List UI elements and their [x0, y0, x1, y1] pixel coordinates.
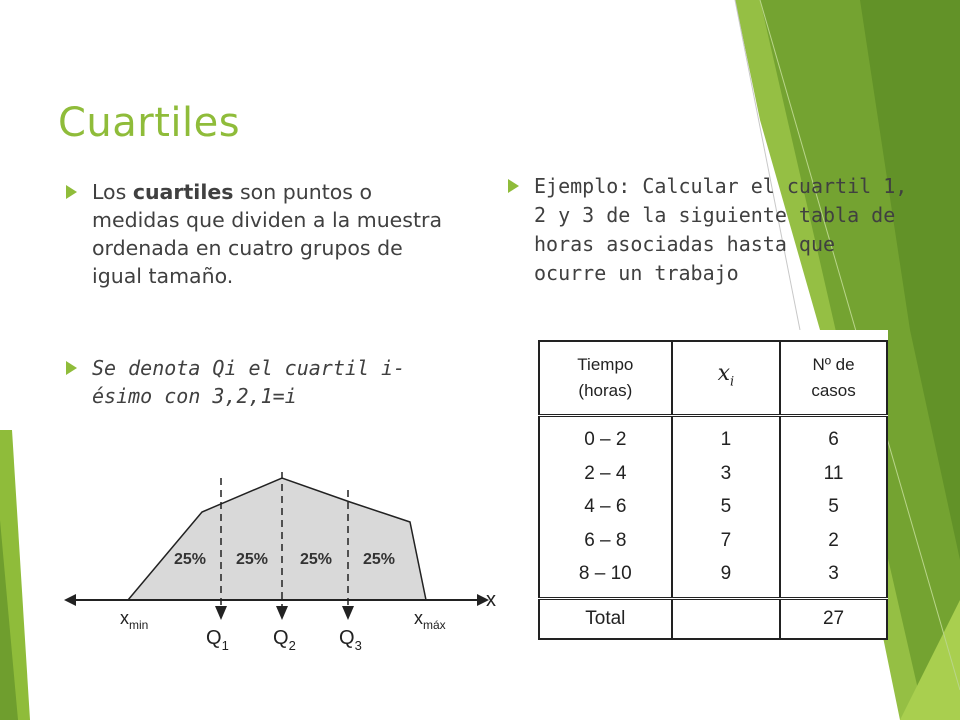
- total-value: 27: [780, 598, 887, 639]
- header-tiempo-line2: (horas): [578, 381, 633, 400]
- distribution-area: [128, 478, 426, 600]
- bullet-text: Se denota Qi el cuartil i-ésimo con 3,2,1=i: [92, 356, 406, 408]
- q1-label: $Q_1$: [206, 627, 229, 653]
- column-xi: [672, 416, 780, 599]
- bullet-example: [534, 172, 914, 288]
- header-xi: [672, 341, 780, 416]
- table-cell: 4 – 6: [584, 496, 627, 517]
- table-cell: 6: [828, 429, 839, 450]
- bullet-text-pre: Los: [92, 180, 133, 204]
- header-casos-line1: Nº de: [812, 355, 855, 374]
- axis-left-arrow-icon: [64, 594, 76, 606]
- bullet-arrow-icon: [66, 185, 77, 199]
- percent-label-2: 25%: [236, 551, 269, 568]
- total-empty-cell: [672, 598, 780, 639]
- header-tiempo-line1: Tiempo: [577, 355, 634, 374]
- table-data-rows: [539, 416, 887, 599]
- q3-arrow-icon: [342, 606, 354, 620]
- x-min-label: $x_{min}$: [120, 608, 149, 632]
- frequency-table-box: [526, 330, 888, 638]
- bullet-arrow-icon: [508, 179, 519, 193]
- bullet-notation: [92, 354, 452, 410]
- axis-label-x: x: [486, 589, 496, 611]
- q3-label: $Q_3$: [339, 627, 362, 653]
- column-tiempo: [539, 416, 672, 599]
- table-cell: 2: [828, 529, 839, 551]
- table-cell: 9: [720, 563, 732, 584]
- bullet-arrow-icon: [66, 361, 77, 375]
- table-cell: 5: [720, 496, 732, 517]
- percent-label-3: 25%: [300, 551, 333, 568]
- table-cell: 0 – 2: [584, 429, 627, 450]
- column-casos: [780, 416, 887, 599]
- q2-arrow-icon: [276, 606, 288, 620]
- table-cell: 8 – 10: [578, 563, 632, 584]
- bullet-text-bold: cuartiles: [132, 180, 234, 204]
- percent-label-1: 25%: [174, 551, 207, 568]
- percent-label-4: 25%: [363, 551, 396, 568]
- table-cell: 7: [720, 529, 732, 551]
- header-xi-label: $x_i$: [717, 360, 735, 390]
- table-cell: 3: [828, 563, 839, 584]
- table-cell: 5: [828, 496, 839, 517]
- table-cell: 3: [720, 462, 732, 484]
- quartile-diagram: [60, 460, 510, 660]
- table-cell: 1: [720, 429, 732, 450]
- x-max-label: $x_{máx}$: [414, 608, 446, 632]
- table-header-row: [539, 341, 887, 416]
- bullet-cuartiles-definition: [92, 178, 452, 290]
- bullet-text-post: son puntos o medidas que dividen a la muestra ordenada en cuatro grupos de igual tamaño.: [92, 180, 443, 288]
- table-cell: 2 – 4: [584, 462, 627, 484]
- slide-title: Cuartiles: [58, 100, 241, 146]
- total-label: Total: [539, 598, 672, 639]
- table-cell: 11: [823, 462, 844, 484]
- table-total-row: [539, 598, 887, 639]
- table-cell: 6 – 8: [584, 529, 627, 551]
- header-casos-line2: casos: [811, 381, 856, 400]
- q1-arrow-icon: [215, 606, 227, 620]
- header-tiempo: [539, 341, 672, 416]
- frequency-table: [538, 340, 888, 640]
- header-casos: [780, 341, 887, 416]
- bullet-text: Ejemplo: Calcular el cuartil 1, 2 y 3 de la siguiente tabla de horas asociadas hasta que ocurre un trabajo: [534, 174, 908, 285]
- q2-label: $Q_2$: [273, 627, 296, 653]
